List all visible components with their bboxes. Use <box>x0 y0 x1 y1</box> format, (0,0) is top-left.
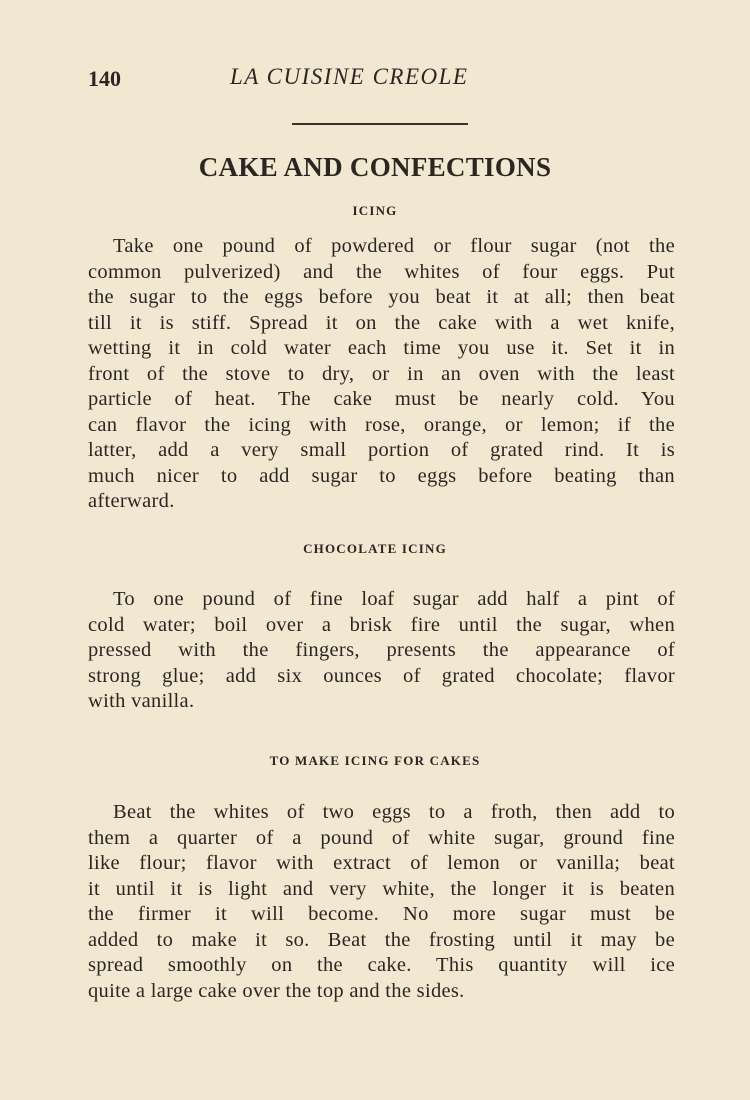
paragraph-line: added to make it so. Beat the frosting until it may be <box>88 928 675 951</box>
paragraph-line: latter, add a very small portion of grated rind. It is <box>88 439 675 461</box>
paragraph-line: them a quarter of a pound of white sugar, ground fine <box>88 826 675 849</box>
paragraph-line: till it is stiff. Spread it on the cake with a wet knife, <box>88 311 675 334</box>
page-number: 140 <box>88 66 121 91</box>
section-heading: CHOCOLATE ICING <box>303 541 447 556</box>
paragraph-line: the firmer it will become. No more sugar must be <box>88 903 675 925</box>
chapter-title: CAKE AND CONFECTIONS <box>198 152 552 182</box>
paragraph-line: can flavor the icing with rose, orange, or lemon; if the <box>88 413 675 436</box>
paragraph-line: cold water; boil over a brisk fire until the sugar, when <box>88 613 675 636</box>
paragraph-line: common pulverized) and the whites of four eggs. Put <box>88 260 675 283</box>
paragraph-line: front of the stove to dry, or in an oven with the least <box>88 362 675 385</box>
paragraph-line: Beat the whites of two eggs to a froth, then add to <box>113 801 675 823</box>
paragraph-line: the sugar to the eggs before you beat it at all; then beat <box>88 286 675 308</box>
paragraph-line: it until it is light and very white, the longer it is beaten <box>88 877 675 900</box>
paragraph-line: spread smoothly on the cake. This quantity will ice <box>88 954 675 976</box>
paragraph-line: afterward. <box>88 490 175 512</box>
paragraph-line: much nicer to add sugar to eggs before beating than <box>88 464 675 487</box>
section-heading: TO MAKE ICING FOR CAKES <box>269 753 481 768</box>
paragraph-line: pressed with the fingers, presents the appearance of <box>88 639 675 661</box>
running-title: LA CUISINE CREOLE <box>230 64 469 89</box>
paragraph-line: Take one pound of powdered or flour sugar (not the <box>113 235 675 257</box>
section-heading: ICING <box>352 203 398 218</box>
paragraph-line: particle of heat. The cake must be nearly cold. You <box>88 388 675 410</box>
paragraph-line: with vanilla. <box>88 690 195 712</box>
paragraph-line: wetting it in cold water each time you use it. Set it in <box>88 337 675 359</box>
paragraph-line: quite a large cake over the top and the sides. <box>88 979 465 1002</box>
paragraph-line: To one pound of fine loaf sugar add half a pint of <box>113 588 675 610</box>
paragraph-line: strong glue; add six ounces of grated chocolate; flavor <box>88 664 675 687</box>
paragraph-line: like flour; flavor with extract of lemon or vanilla; beat <box>88 852 675 874</box>
decorative-rule <box>292 123 468 125</box>
